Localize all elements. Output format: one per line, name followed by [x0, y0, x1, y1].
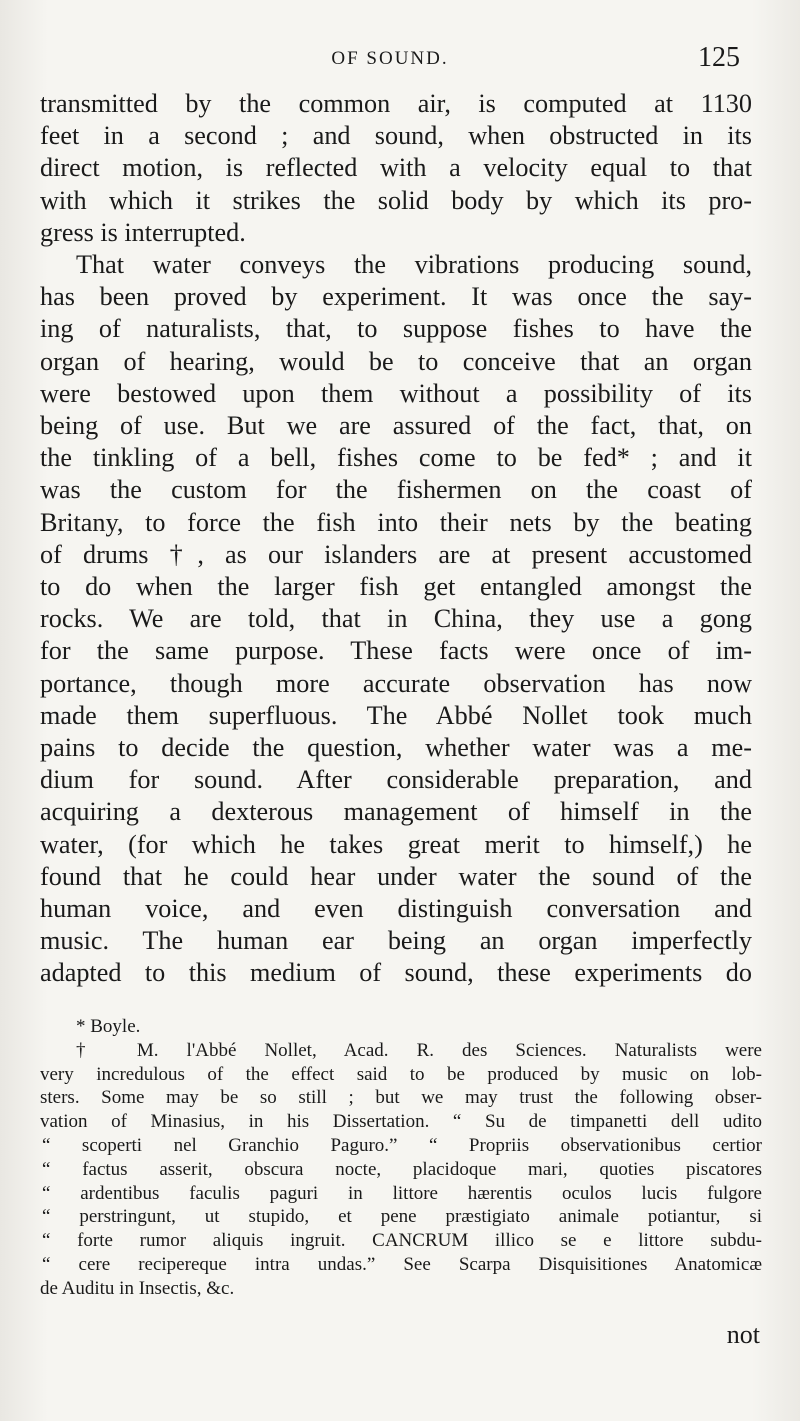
- footnote-line: “ scoperti nel Granchio Paguro.” “ Propriis observationibus certior: [42, 1134, 762, 1156]
- footnote-line: very incredulous of the effect said to be produced by music on lob-: [40, 1063, 762, 1085]
- body-line: water, (for which he takes great merit to himself,) he: [40, 829, 752, 859]
- body-line: That water conveys the vibrations producing sound,: [76, 250, 752, 280]
- body-line: were bestowed upon them without a possibility of its: [40, 378, 752, 408]
- footnote-line: “ cere recipereque intra undas.” See Scarpa Disquisitiones Anatomicæ: [42, 1253, 762, 1275]
- body-line: being of use. But we are assured of the fact, that, on: [40, 411, 752, 441]
- body-line: transmitted by the common air, is computed at 1130: [40, 89, 752, 118]
- footnote-line: “ ardentibus faculis paguri in littore hærentis oculos lucis fulgore: [42, 1182, 762, 1204]
- body-line: found that he could hear under water the sound of the: [40, 861, 752, 891]
- body-line: has been proved by experiment. It was once the say-: [40, 282, 752, 312]
- body-line: the tinkling of a bell, fishes come to be fed* ; and it: [40, 443, 752, 473]
- body-line: of drums †, as our islanders are at present accustomed: [40, 539, 752, 569]
- footnotes: [40, 1015, 762, 1301]
- running-title: OF SOUND.: [331, 48, 449, 69]
- footnote-line: “ factus asserit, obscura nocte, placidoque mari, quoties piscatores: [42, 1158, 762, 1180]
- body-line: ing of naturalists, that, to suppose fishes to have the: [40, 314, 752, 344]
- footnote-line: “ forte rumor aliquis ingruit. CANCRUM illico se e littore subdu-: [42, 1230, 762, 1252]
- body-line: acquiring a dexterous management of himself in the: [40, 797, 752, 827]
- footnote-line: * Boyle.: [76, 1016, 141, 1037]
- page-number: 125: [698, 42, 740, 73]
- running-head: [40, 40, 740, 80]
- body-text: [40, 88, 752, 990]
- body-line: feet in a second ; and sound, when obstructed in its: [40, 121, 752, 151]
- body-line: to do when the larger fish get entangled amongst the: [40, 572, 752, 602]
- footnote-line: “ perstringunt, ut stupido, et pene præstigiato animale potiantur, si: [42, 1206, 762, 1228]
- body-line: pains to decide the question, whether water was a me-: [40, 733, 752, 763]
- body-line: gress is interrupted.: [40, 217, 246, 247]
- body-line: organ of hearing, would be to conceive that an organ: [40, 346, 752, 376]
- body-line: made them superfluous. The Abbé Nollet took much: [40, 700, 752, 730]
- body-line: adapted to this medium of sound, these experiments do: [40, 958, 752, 988]
- body-line: dium for sound. After considerable preparation, and: [40, 765, 752, 795]
- body-line: with which it strikes the solid body by which its pro-: [40, 185, 752, 215]
- body-line: rocks. We are told, that in China, they use a gong: [40, 604, 752, 634]
- footnote-line: de Auditu in Insectis, &c.: [40, 1277, 235, 1299]
- body-line: for the same purpose. These facts were once of im-: [40, 636, 752, 666]
- body-line: portance, though more accurate observation has now: [40, 668, 752, 698]
- body-line: direct motion, is reflected with a velocity equal to that: [40, 153, 752, 183]
- footnote-line: sters. Some may be so still ; but we may trust the following obser-: [40, 1087, 762, 1109]
- body-line: music. The human ear being an organ imperfectly: [40, 926, 752, 956]
- footnote-line: † M. l'Abbé Nollet, Acad. R. des Sciences. Naturalists were: [76, 1039, 762, 1061]
- body-line: was the custom for the fishermen on the coast of: [40, 475, 752, 505]
- footnote-line: vation of Minasius, in his Dissertation. “ Su de timpanetti dell udito: [40, 1111, 762, 1133]
- body-line: Britany, to force the fish into their nets by the beating: [40, 507, 752, 537]
- body-line: human voice, and even distinguish conversation and: [40, 894, 752, 924]
- catchword: not: [726, 1320, 760, 1349]
